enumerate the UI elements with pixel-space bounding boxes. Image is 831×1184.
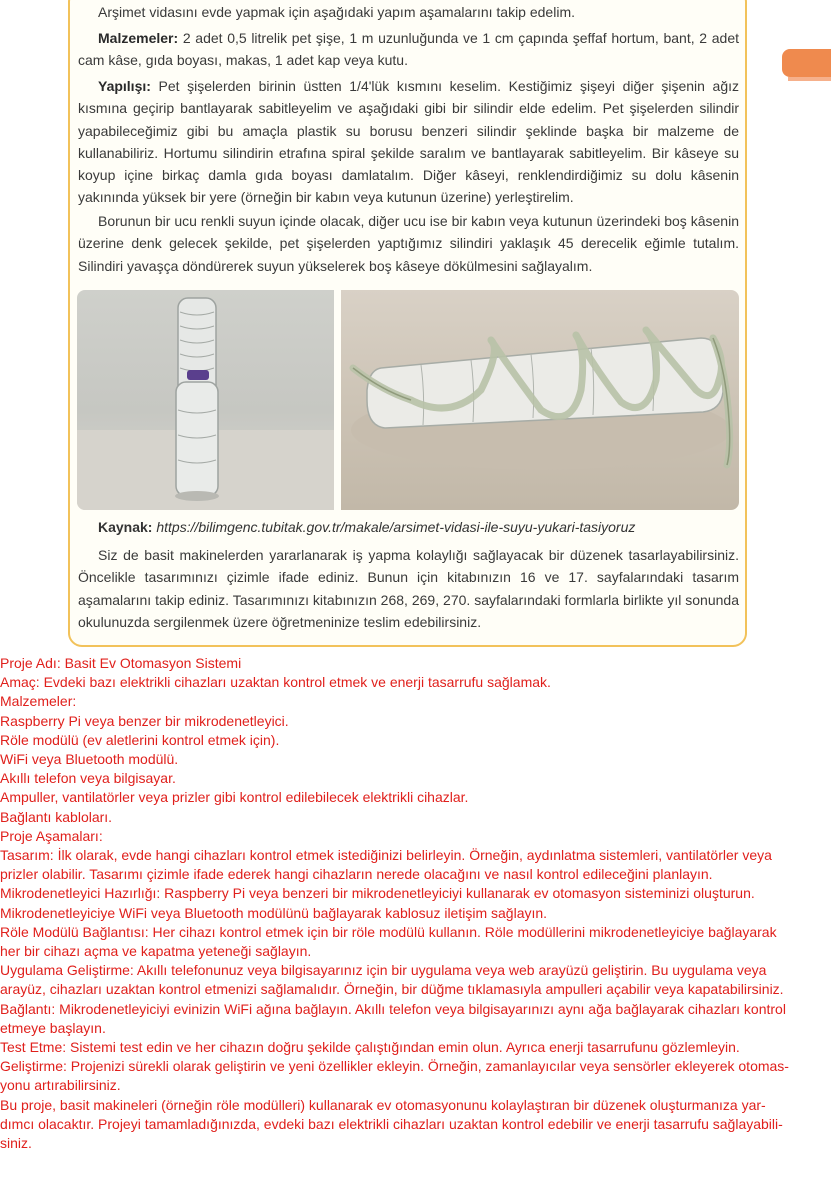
answer-line: prizler olabilir. Tasarımı çizimle ifade ederek hangi cihazların nerede olacağını ve nasıl kontrol edileceğini planlayın. bbox=[0, 866, 713, 882]
answer-line: Bağlantı kabloları. bbox=[0, 809, 113, 825]
answer-line: WiFi veya Bluetooth modülü. bbox=[0, 751, 179, 767]
answer-line: Amaç: Evdeki bazı elektrikli cihazları uzaktan kontrol etmek ve enerji tasarrufu sağlamak. bbox=[0, 674, 551, 690]
answer-line: etmeye başlayın. bbox=[0, 1020, 106, 1036]
answer-line: her bir cihazı açma ve kapatma yeteneği sağlayın. bbox=[0, 943, 312, 959]
procedure-text: Pet şişelerden birinin üstten 1/4'lük kısmını keselim. Kestiğimiz şişeyi diğer şişenin ağız kısmına geçirip bantlayarak sabitleyelim ve aşağıdaki gibi bir silindir elde edelim. Pet şişelerden silindir yapabileceğimiz gibi bu amaçla plastik su borusu benzeri silindir şeklinde başka bir malzeme de kullanabiliriz. Hortumu silindirin etrafına spiral şekilde saralım ve bantlayarak sabitleyelim. Bir kâseye su koyup içine birkaç damla gıda boyası damlatalım. Diğer kâseyi, renklendirdiğimiz su dolu kâsenin yakınında yüksek bir yere (örneğin bir kabın veya kutunun üzerine) yerleştirelim. bbox=[78, 78, 739, 206]
answer-line: Röle Modülü Bağlantısı: Her cihazı kontrol etmek için bir röle modülü kullanın. Röle modüllerini mikrodenetleyiciye bağlayarak bbox=[0, 924, 777, 940]
answer-line: siniz. bbox=[0, 1135, 32, 1151]
source-label: Kaynak: bbox=[98, 519, 153, 535]
procedure-label: Yapılışı: bbox=[98, 78, 151, 94]
answer-line: Geliştirme: Projenizi sürekli olarak geliştirin ve yeni özellikler ekleyin. Örneğin, zamanlayıcılar veya sensörler ekleyerek otomas- bbox=[0, 1058, 789, 1074]
page-tab-marker bbox=[782, 49, 831, 77]
answer-line: Proje Aşamaları: bbox=[0, 828, 103, 844]
task-paragraph bbox=[78, 544, 739, 633]
source-url[interactable]: https://bilimgenc.tubitak.gov.tr/makale/arsimet-vidasi-ile-suyu-yukari-tasiyoruz bbox=[156, 519, 636, 535]
answer-line: Raspberry Pi veya benzer bir mikrodenetleyici. bbox=[0, 713, 289, 729]
materials-label: Malzemeler: bbox=[98, 30, 179, 46]
pipe-text: Borunun bir ucu renkli suyun içinde olacak, diğer ucu ise bir kabın veya kutunun üzerindeki boş kâsenin üzerine denk gelecek şekilde, pet şişelerden yaptığımız silindiri yaklaşık 45 derecelik eğimle tutalım. Silindiri yavaşça döndürerek suyun yükselerek boş kâseye dökülmesini sağlayalım. bbox=[78, 213, 739, 274]
photo-strip bbox=[77, 290, 739, 510]
answer-line: Uygulama Geliştirme: Akıllı telefonunuz veya bilgisayarınız için bir uygulama veya web arayüzü geliştirin. Bu uygulama veya bbox=[0, 962, 767, 978]
answer-line: Ampuller, vantilatörler veya prizler gibi kontrol edilebilecek elektrikli cihazlar. bbox=[0, 789, 469, 805]
archimedes-screw-photo bbox=[341, 290, 739, 510]
answer-line: Mikrodenetleyiciye WiFi veya Bluetooth modülünü bağlayarak kablosuz iletişim sağlayın. bbox=[0, 905, 548, 921]
materials-text: 2 adet 0,5 litrelik pet şişe, 1 m uzunluğunda ve 1 cm çapında şeffaf hortum, bant, 2 adet cam kâse, gıda boyası, makas, 1 adet kap veya kutu. bbox=[78, 30, 739, 69]
answer-line: Tasarım: İlk olarak, evde hangi cihazları kontrol etmek istediğinizi belirleyin. Örneğin, aydınlatma sistemleri, vantilatörler veya bbox=[0, 847, 772, 863]
answer-line: yonu artırabilirsiniz. bbox=[0, 1077, 121, 1093]
intro-text: Arşimet vidasını evde yapmak için aşağıdaki yapım aşamalarını takip edelim. bbox=[98, 4, 575, 20]
answer-line: dımcı olacaktır. Projeyi tamamladığınızda, evdeki bazı elektrikli cihazları uzaktan kontrol edebilir ve enerji tasarrufu sağlayabili- bbox=[0, 1116, 783, 1132]
answer-line: arayüz, cihazları uzaktan kontrol etmenizi sağlamalıdır. Örneğin, bir düğme tıklamasıyla ampulleri açabilir veya kapatabilirsiniz. bbox=[0, 981, 784, 997]
answer-line: Malzemeler: bbox=[0, 693, 77, 709]
answer-line: Mikrodenetleyici Hazırlığı: Raspberry Pi veya benzeri bir mikrodenetleyiciyi kullanarak ev otomasyon sisteminizi oluşturun. bbox=[0, 885, 755, 901]
intro-paragraph bbox=[78, 1, 739, 23]
answer-line: Bağlantı: Mikrodenetleyiciyi evinizin WiFi ağına bağlayın. Akıllı telefon veya bilgisayarınızı aynı ağa bağlayarak cihazları kontrol bbox=[0, 1001, 786, 1017]
pipe-paragraph bbox=[78, 210, 739, 277]
answer-line: Akıllı telefon veya bilgisayar. bbox=[0, 770, 176, 786]
task-text: Siz de basit makinelerden yararlanarak iş yapma kolaylığı sağlayacak bir düzenek tasarlayabilirsiniz. Öncelikle tasarımınızı çizimle ifade ediniz. Bunun için kitabınızın 16 ve 17. sayfalarındaki tasarım aşamalarını takip ediniz. Tasarımınızı kitabınızın 268, 269, 270. sayfalarındaki formlarla birlikte yıl sonunda okulunuzda sergilenmek üzere öğretmeninize teslim edebilirsiniz. bbox=[78, 547, 739, 630]
answer-line: Test Etme: Sistemi test edin ve her cihazın doğru şekilde çalıştığından emin olun. Ayrıca enerji tasarrufunu gözlemleyin. bbox=[0, 1039, 740, 1055]
answer-line: Proje Adı: Basit Ev Otomasyon Sistemi bbox=[0, 655, 242, 671]
procedure-paragraph bbox=[78, 75, 739, 209]
source-line bbox=[98, 519, 635, 535]
answer-line: Röle modülü (ev aletlerini kontrol etmek için). bbox=[0, 732, 280, 748]
materials-paragraph bbox=[78, 27, 739, 72]
bottle-cylinder-photo bbox=[77, 290, 334, 510]
answer-line: Bu proje, basit makineleri (örneğin röle modülleri) kullanarak ev otomasyonunu kolaylaştıran bir düzenek oluşturmanıza yar- bbox=[0, 1097, 766, 1113]
